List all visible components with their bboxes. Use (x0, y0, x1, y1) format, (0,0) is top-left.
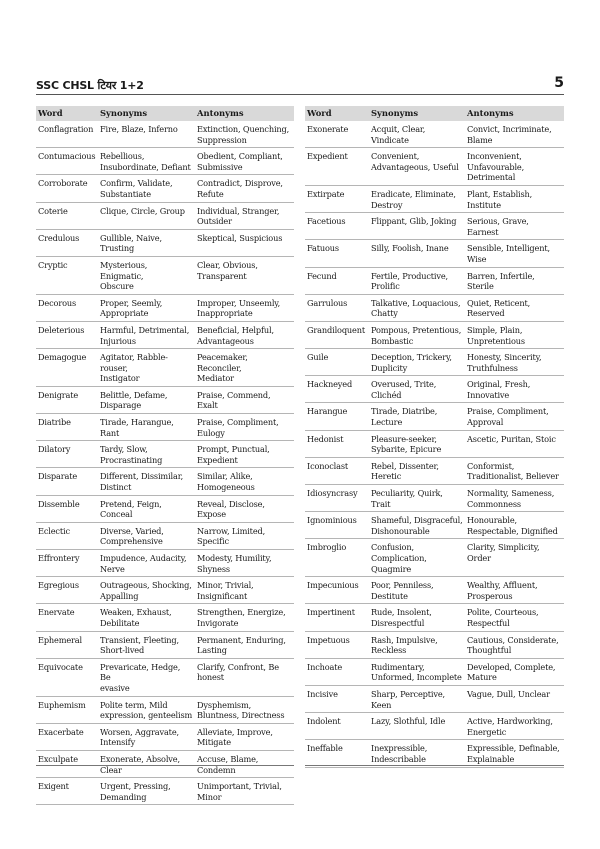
antonyms-cell: Inconvenient, Unfavourable, Detrimental (465, 148, 564, 186)
synonyms-cell: Clique, Circle, Group (98, 202, 195, 229)
table-row (305, 349, 564, 376)
word-cell: Garrulous (305, 294, 369, 321)
synonyms-cell: Deception, Trickery, Duplicity (369, 349, 465, 376)
table-row (36, 202, 294, 229)
word-cell: Indolent (305, 713, 369, 740)
synonyms-cell: Flippant, Glib, Joking (369, 213, 465, 240)
synonyms-cell: Inexpressible, Indescribable (369, 740, 465, 767)
synonyms-cell: Overused, Trite, Clichéd (369, 376, 465, 403)
book-title: SSC CHSL टियर 1+2 (36, 79, 144, 92)
table-row (305, 240, 564, 267)
table-row (305, 376, 564, 403)
synonyms-cell: Poor, Penniless, Destitute (369, 577, 465, 604)
table-row (305, 267, 564, 294)
table-row (36, 778, 294, 805)
column-header-word: Word (305, 106, 369, 121)
antonyms-cell: Praise, Commend, Exalt (195, 386, 294, 413)
word-cell: Eclectic (36, 522, 98, 549)
synonyms-cell: Rebellious, Insubordinate, Defiant (98, 148, 195, 175)
table-row (36, 468, 294, 495)
synonyms-cell: Proper, Seemly, Appropriate (98, 294, 195, 321)
vocabulary-table-right (305, 106, 564, 768)
page-header (36, 75, 564, 96)
table-row (305, 185, 564, 212)
word-cell: Cryptic (36, 256, 98, 294)
table-row (36, 495, 294, 522)
antonyms-cell: Improper, Unseemly, Inappropriate (195, 294, 294, 321)
word-cell: Harangue (305, 403, 369, 430)
synonyms-cell: Mysterious, Enigmatic, Obscure (98, 256, 195, 294)
synonyms-cell: Transient, Fleeting, Short-lived (98, 631, 195, 658)
antonyms-cell: Cautious, Considerate, Thoughtful (465, 631, 564, 658)
table-body-right (305, 121, 564, 767)
table-row (305, 604, 564, 631)
word-cell: Disparate (36, 468, 98, 495)
table-row (36, 522, 294, 549)
table-row (36, 604, 294, 631)
header-rule (36, 94, 564, 95)
synonyms-cell: Confusion, Complication, Quagmire (369, 539, 465, 577)
word-cell: Expedient (305, 148, 369, 186)
synonyms-cell: Eradicate, Eliminate, Destroy (369, 185, 465, 212)
antonyms-cell: Unimportant, Trivial, Minor (195, 778, 294, 805)
column-header-antonyms: Antonyms (465, 106, 564, 121)
antonyms-cell: Obedient, Compliant, Submissive (195, 148, 294, 175)
antonyms-cell: Extinction, Quenching, Suppression (195, 121, 294, 148)
table-row (36, 631, 294, 658)
antonyms-cell: Modesty, Humility, Shyness (195, 550, 294, 577)
word-cell: Decorous (36, 294, 98, 321)
word-cell: Ignominious (305, 512, 369, 539)
antonyms-cell: Contradict, Disprove, Refute (195, 175, 294, 202)
word-cell: Impecunious (305, 577, 369, 604)
word-cell: Equivocate (36, 658, 98, 696)
word-cell: Ephemeral (36, 631, 98, 658)
column-header-synonyms: Synonyms (369, 106, 465, 121)
synonyms-cell: Different, Dissimilar, Distinct (98, 468, 195, 495)
antonyms-cell: Similar, Alike, Homogeneous (195, 468, 294, 495)
table-row (305, 740, 564, 767)
antonyms-cell: Barren, Infertile, Sterile (465, 267, 564, 294)
synonyms-cell: Worsen, Aggravate, Intensify (98, 723, 195, 750)
synonyms-cell: Rash, Impulsive, Reckless (369, 631, 465, 658)
table-row (36, 696, 294, 723)
synonyms-cell: Peculiarity, Quirk, Trait (369, 485, 465, 512)
word-cell: Fecund (305, 267, 369, 294)
synonyms-cell: Outrageous, Shocking, Appalling (98, 577, 195, 604)
word-cell: Impertinent (305, 604, 369, 631)
table-row (305, 403, 564, 430)
antonyms-cell: Developed, Complete, Mature (465, 658, 564, 685)
synonyms-cell: Pompous, Pretentious, Bombastic (369, 321, 465, 348)
antonyms-cell: Praise, Compliment, Approval (465, 403, 564, 430)
antonyms-cell: Individual, Stranger, Outsider (195, 202, 294, 229)
synonyms-cell: Talkative, Loquacious, Chatty (369, 294, 465, 321)
table-row (36, 349, 294, 387)
table-row (36, 750, 294, 777)
synonyms-cell: Confirm, Validate, Substantiate (98, 175, 195, 202)
synonyms-cell: Urgent, Pressing, Demanding (98, 778, 195, 805)
word-cell: Dilatory (36, 441, 98, 468)
table-row (305, 430, 564, 457)
table-row (305, 512, 564, 539)
table-row (36, 386, 294, 413)
synonyms-cell: Tirade, Diatribe, Lecture (369, 403, 465, 430)
word-cell: Conflagration (36, 121, 98, 148)
word-cell: Ineffable (305, 740, 369, 767)
word-cell: Contumacious (36, 148, 98, 175)
synonyms-cell: Lazy, Slothful, Idle (369, 713, 465, 740)
table-row (305, 294, 564, 321)
word-cell: Dissemble (36, 495, 98, 522)
table-row (305, 631, 564, 658)
antonyms-cell: Quiet, Reticent, Reserved (465, 294, 564, 321)
antonyms-cell: Beneficial, Helpful, Advantageous (195, 321, 294, 348)
word-cell: Coterie (36, 202, 98, 229)
antonyms-cell: Minor, Trivial, Insignificant (195, 577, 294, 604)
antonyms-cell: Praise, Compliment, Eulogy (195, 414, 294, 441)
antonyms-cell: Narrow, Limited, Specific (195, 522, 294, 549)
table-row (305, 685, 564, 712)
table-row (36, 577, 294, 604)
table-body-left (36, 121, 294, 805)
antonyms-cell: Wealthy, Affluent, Prosperous (465, 577, 564, 604)
antonyms-cell: Dysphemism, Bluntness, Directness (195, 696, 294, 723)
vocabulary-table-left (36, 106, 294, 805)
table-row (36, 658, 294, 696)
table-row (36, 321, 294, 348)
antonyms-cell: Honourable, Respectable, Dignified (465, 512, 564, 539)
word-cell: Euphemism (36, 696, 98, 723)
word-cell: Hackneyed (305, 376, 369, 403)
synonyms-cell: Convenient, Advantageous, Useful (369, 148, 465, 186)
antonyms-cell: Clarity, Simplicity, Order (465, 539, 564, 577)
synonyms-cell: Rebel, Dissenter, Heretic (369, 457, 465, 484)
antonyms-cell: Simple, Plain, Unpretentious (465, 321, 564, 348)
antonyms-cell: Peacemaker, Reconciler, Mediator (195, 349, 294, 387)
word-cell: Grandiloquent (305, 321, 369, 348)
table-header-row (36, 106, 294, 121)
table-row (36, 256, 294, 294)
table-row (305, 121, 564, 148)
synonyms-cell: Shameful, Disgraceful, Dishonourable (369, 512, 465, 539)
word-cell: Inchoate (305, 658, 369, 685)
table-row (305, 148, 564, 186)
synonyms-cell: Tardy, Slow, Procrastinating (98, 441, 195, 468)
synonyms-cell: Belittle, Defame, Disparage (98, 386, 195, 413)
antonyms-cell: Expressible, Definable, Explainable (465, 740, 564, 767)
table-row (36, 723, 294, 750)
antonyms-cell: Original, Fresh, Innovative (465, 376, 564, 403)
word-cell: Hedonist (305, 430, 369, 457)
word-cell: Imbroglio (305, 539, 369, 577)
synonyms-cell: Weaken, Exhaust, Debilitate (98, 604, 195, 631)
synonyms-cell: Silly, Foolish, Inane (369, 240, 465, 267)
word-cell: Corroborate (36, 175, 98, 202)
synonyms-cell: Exonerate, Absolve, Clear (98, 750, 195, 777)
word-cell: Credulous (36, 229, 98, 256)
word-cell: Idiosyncrasy (305, 485, 369, 512)
antonyms-cell: Honesty, Sincerity, Truthfulness (465, 349, 564, 376)
word-cell: Fatuous (305, 240, 369, 267)
word-cell: Extirpate (305, 185, 369, 212)
table-row (36, 550, 294, 577)
table-row (36, 441, 294, 468)
word-cell: Exonerate (305, 121, 369, 148)
synonyms-cell: Pretend, Feign, Conceal (98, 495, 195, 522)
antonyms-cell: Accuse, Blame, Condemn (195, 750, 294, 777)
synonyms-cell: Pleasure-seeker, Sybarite, Epicure (369, 430, 465, 457)
antonyms-cell: Skeptical, Suspicious (195, 229, 294, 256)
synonyms-cell: Rude, Insolent, Disrespectful (369, 604, 465, 631)
word-cell: Impetuous (305, 631, 369, 658)
word-cell: Facetious (305, 213, 369, 240)
word-cell: Iconoclast (305, 457, 369, 484)
antonyms-cell: Conformist, Traditionalist, Believer (465, 457, 564, 484)
table-row (36, 294, 294, 321)
antonyms-cell: Clarify, Confront, Be honest (195, 658, 294, 696)
synonyms-cell: Harmful, Detrimental, Injurious (98, 321, 195, 348)
antonyms-cell: Sensible, Intelligent, Wise (465, 240, 564, 267)
word-cell: Enervate (36, 604, 98, 631)
antonyms-cell: Alleviate, Improve, Mitigate (195, 723, 294, 750)
antonyms-cell: Ascetic, Puritan, Stoic (465, 430, 564, 457)
table-row (36, 148, 294, 175)
word-cell: Guile (305, 349, 369, 376)
antonyms-cell: Normality, Sameness, Commonness (465, 485, 564, 512)
synonyms-cell: Gullible, Naive, Trusting (98, 229, 195, 256)
word-cell: Demagogue (36, 349, 98, 387)
synonyms-cell: Tirade, Harangue, Rant (98, 414, 195, 441)
table-row (305, 539, 564, 577)
antonyms-cell: Prompt, Punctual, Expedient (195, 441, 294, 468)
antonyms-cell: Polite, Courteous, Respectful (465, 604, 564, 631)
table-row (305, 577, 564, 604)
synonyms-cell: Fire, Blaze, Inferno (98, 121, 195, 148)
footer-rule-right (305, 765, 564, 766)
footer-rule-left (36, 765, 294, 766)
antonyms-cell: Strengthen, Energize, Invigorate (195, 604, 294, 631)
column-header-synonyms: Synonyms (98, 106, 195, 121)
table-row (305, 485, 564, 512)
table-row (36, 175, 294, 202)
table-row (305, 321, 564, 348)
column-header-word: Word (36, 106, 98, 121)
synonyms-cell: Fertile, Productive, Prolific (369, 267, 465, 294)
column-header-antonyms: Antonyms (195, 106, 294, 121)
word-cell: Egregious (36, 577, 98, 604)
antonyms-cell: Clear, Obvious, Transparent (195, 256, 294, 294)
synonyms-cell: Prevaricate, Hedge, Be evasive (98, 658, 195, 696)
word-cell: Exculpate (36, 750, 98, 777)
synonyms-cell: Rudimentary, Unformed, Incomplete (369, 658, 465, 685)
antonyms-cell: Convict, Incriminate, Blame (465, 121, 564, 148)
antonyms-cell: Active, Hardworking, Energetic (465, 713, 564, 740)
antonyms-cell: Reveal, Disclose, Expose (195, 495, 294, 522)
table-row (36, 414, 294, 441)
synonyms-cell: Impudence, Audacity, Nerve (98, 550, 195, 577)
word-cell: Exacerbate (36, 723, 98, 750)
table-row (36, 229, 294, 256)
word-cell: Diatribe (36, 414, 98, 441)
word-cell: Effrontery (36, 550, 98, 577)
synonyms-cell: Polite term, Mild expression, genteelism (98, 696, 195, 723)
word-cell: Incisive (305, 685, 369, 712)
table-row (305, 713, 564, 740)
antonyms-cell: Serious, Grave, Earnest (465, 213, 564, 240)
word-cell: Exigent (36, 778, 98, 805)
table-row (305, 658, 564, 685)
table-row (305, 457, 564, 484)
table-header-row (305, 106, 564, 121)
page-number: 5 (554, 75, 564, 91)
antonyms-cell: Vague, Dull, Unclear (465, 685, 564, 712)
synonyms-cell: Diverse, Varied, Comprehensive (98, 522, 195, 549)
word-cell: Deleterious (36, 321, 98, 348)
word-cell: Denigrate (36, 386, 98, 413)
synonyms-cell: Agitator, Rabble-rouser, Instigator (98, 349, 195, 387)
synonyms-cell: Acquit, Clear, Vindicate (369, 121, 465, 148)
table-row (305, 213, 564, 240)
synonyms-cell: Sharp, Perceptive, Keen (369, 685, 465, 712)
antonyms-cell: Plant, Establish, Institute (465, 185, 564, 212)
antonyms-cell: Permanent, Enduring, Lasting (195, 631, 294, 658)
table-row (36, 121, 294, 148)
